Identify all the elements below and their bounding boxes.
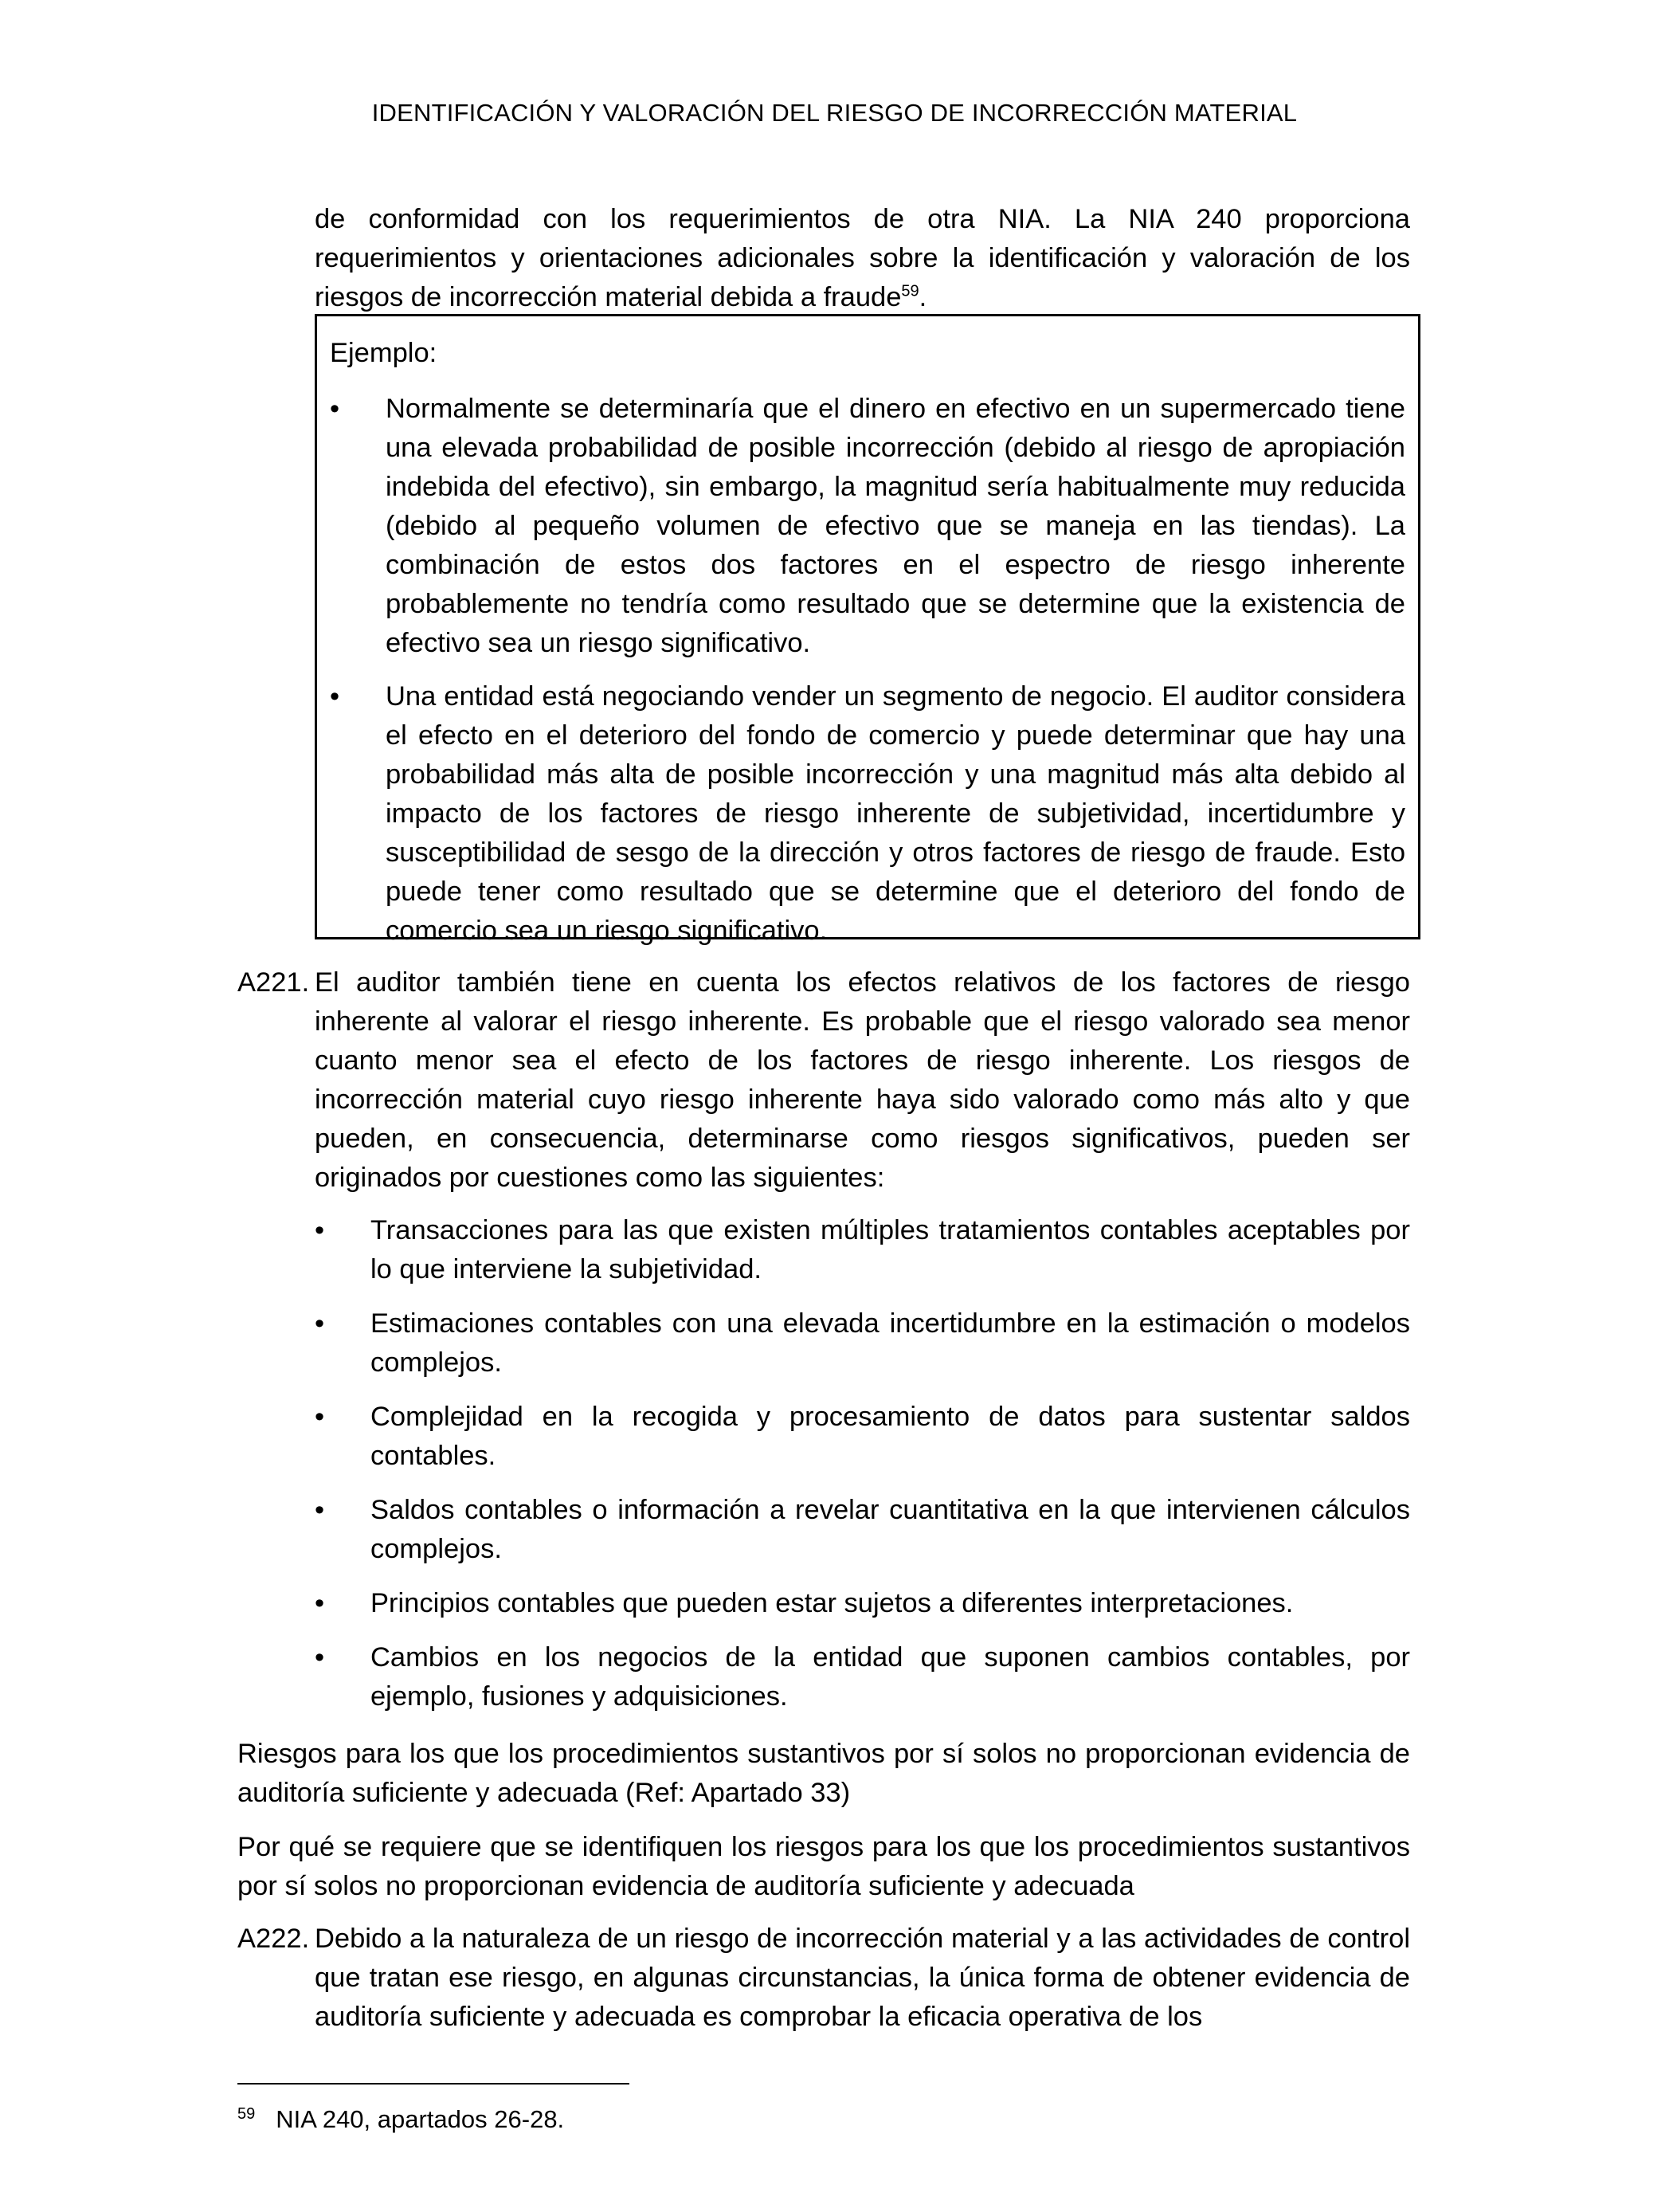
paragraph-text: Debido a la naturaleza de un riesgo de incorrección material y a las actividades de control que tratan ese riesgo, en algunas circunstancias, la única forma de obtener evidencia de auditoría suficiente y adecuada es comprobar la eficacia operativa de los bbox=[315, 1924, 1410, 2032]
list-item bbox=[315, 1398, 1410, 1476]
intro-end: . bbox=[919, 282, 927, 312]
bullet-icon: • bbox=[315, 1308, 325, 1339]
list-item bbox=[315, 1491, 1410, 1569]
example-item-text: Una entidad está negociando vender un segmento de negocio. El auditor considera el efecto en el deterioro del fondo de comercio y puede determinar que hay una probabilidad más alta de posible incorrección y una magnitud más alta debido al impacto de los factores de riesgo inherente de subjetividad, incertidumbre y susceptibilidad de sesgo de la dirección y otros factores de riesgo de fraude. Esto puede tener como resultado que se determine que el deterioro del fondo de comercio sea un riesgo significativo. bbox=[386, 681, 1405, 946]
footnote-text: NIA 240, apartados 26-28. bbox=[276, 2105, 565, 2133]
example-item bbox=[330, 677, 1405, 951]
bullet-icon: • bbox=[315, 1215, 325, 1245]
list-item-text: Principios contables que pueden estar sujetos a diferentes interpretaciones. bbox=[370, 1588, 1294, 1618]
list-item bbox=[315, 1211, 1410, 1289]
footnote-number: 59 bbox=[237, 2104, 256, 2123]
list-item-text: Transacciones para las que existen múltiples tratamientos contables aceptables por lo que interviene la subjetividad. bbox=[370, 1215, 1410, 1284]
list-item-text: Complejidad en la recogida y procesamiento de datos para sustentar saldos contables. bbox=[370, 1402, 1410, 1471]
example-box bbox=[315, 314, 1420, 946]
example-item bbox=[330, 390, 1405, 663]
list-item bbox=[315, 1638, 1410, 1716]
bullet-icon: • bbox=[330, 681, 340, 712]
paragraph-text: El auditor también tiene en cuenta los efectos relativos de los factores de riesgo inherente al valorar el riesgo inherente. Es probable que el riesgo valorado sea menor cuanto menor sea el efecto de los factores de riesgo inherente. Los riesgos de incorrección material cuyo riesgo inherente haya sido valorado como más alto y que pueden, en consecuencia, determinarse como riesgos significativos, pueden ser originados por cuestiones como las siguientes: bbox=[315, 967, 1410, 1193]
bullet-icon: • bbox=[315, 1495, 325, 1525]
list-item bbox=[315, 1584, 1410, 1623]
footnote-reference: 59 bbox=[901, 282, 919, 300]
paragraph-a222 bbox=[237, 1920, 1410, 2037]
a221-list bbox=[315, 1211, 1410, 1716]
paragraph-number: A221. bbox=[237, 967, 310, 998]
subsection-heading: Por qué se requiere que se identifiquen los riesgos para los que los procedimientos sustantivos por sí solos no proporcionan evidencia de auditoría suficiente y adecuada bbox=[237, 1832, 1410, 1901]
bullet-icon: • bbox=[315, 1402, 325, 1432]
intro-text: de conformidad con los requerimientos de otra NIA. La NIA 240 proporciona requerimientos y orientaciones adicionales sobre la identificación y valoración de los riesgos de incorrección material debida a fraude bbox=[315, 204, 1410, 312]
list-item bbox=[315, 1304, 1410, 1382]
footnote bbox=[237, 2102, 564, 2137]
paragraph-number: A222. bbox=[237, 1924, 310, 1954]
footnote-divider bbox=[237, 2083, 629, 2085]
example-item-text: Normalmente se determinaría que el dinero en efectivo en un supermercado tiene una elevada probabilidad de posible incorrección (debido al riesgo de apropiación indebida del efectivo), sin embargo, la magnitud sería habitualmente muy reducida (debido al pequeño volumen de efectivo que se maneja en las tiendas). La combinación de estos dos factores en el espectro de riesgo inherente probablemente no tendría como resultado que se determine que la existencia de efectivo sea un riesgo significativo. bbox=[386, 394, 1405, 658]
bullet-icon: • bbox=[315, 1642, 325, 1673]
intro-paragraph bbox=[315, 200, 1410, 317]
list-item-text: Estimaciones contables con una elevada incertidumbre en la estimación o modelos complejos. bbox=[370, 1308, 1410, 1378]
list-item-text: Saldos contables o información a revelar cuantitativa en la que intervienen cálculos complejos. bbox=[370, 1495, 1410, 1564]
bullet-icon: • bbox=[330, 394, 340, 424]
example-title: Ejemplo: bbox=[330, 338, 437, 368]
bullet-icon: • bbox=[315, 1588, 325, 1618]
list-item-text: Cambios en los negocios de la entidad que suponen cambios contables, por ejemplo, fusiones y adquisiciones. bbox=[370, 1642, 1410, 1712]
page-header: IDENTIFICACIÓN Y VALORACIÓN DEL RIESGO DE INCORRECCIÓN MATERIAL bbox=[371, 99, 1298, 127]
paragraph-a221 bbox=[237, 963, 1410, 1198]
example-list bbox=[330, 390, 1405, 951]
section-heading: Riesgos para los que los procedimientos sustantivos por sí solos no proporcionan evidencia de auditoría suficiente y adecuada (Ref: Apartado 33) bbox=[237, 1739, 1410, 1808]
